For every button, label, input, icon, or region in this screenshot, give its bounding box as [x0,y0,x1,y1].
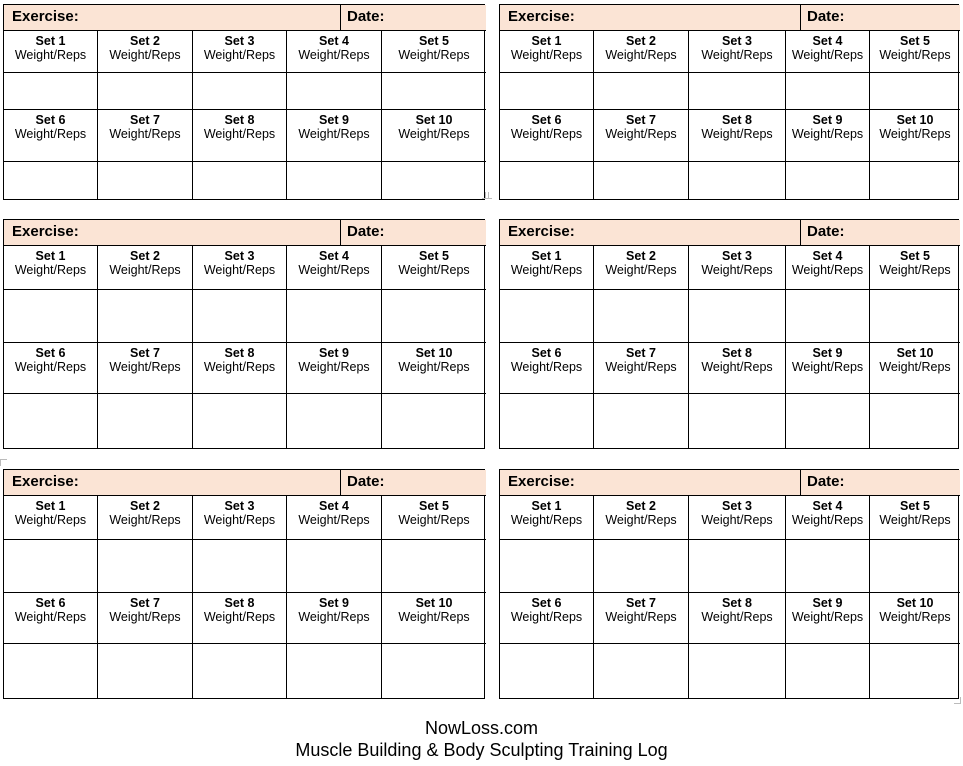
set-entry-cell[interactable] [786,73,870,110]
set-entry-cell[interactable] [193,540,287,593]
set-number: Set 4 [812,249,843,263]
set-number: Set 7 [626,113,656,127]
weight-reps-label: Weight/Reps [510,127,583,141]
set-number: Set 5 [900,499,930,513]
set-label-cell [500,496,594,540]
set-number: Set 4 [319,499,349,513]
footer-site: NowLoss.com [424,718,539,738]
weight-reps-label: Weight/Reps [879,263,951,277]
set-entry-cell[interactable] [594,290,689,343]
set-label-cell [287,593,382,644]
set-entry-cell[interactable] [287,394,382,448]
set-entry-cell[interactable] [786,644,870,698]
exercise-field[interactable]: Exercise: [4,470,341,495]
set-entry-cell[interactable] [287,290,382,343]
set-entry-cell[interactable] [4,290,98,343]
set-number: Set 3 [224,499,255,513]
weight-reps-label: Weight/Reps [398,127,470,141]
card-header [4,470,486,496]
set-label-cell [870,31,960,73]
weight-reps-label: Weight/Reps [109,610,181,624]
set-label-cell [786,593,870,644]
weight-reps-label: Weight/Reps [298,263,370,277]
set-number: Set 2 [626,34,656,48]
set-label-cell [786,110,870,162]
set-number: Set 7 [626,346,656,360]
set-entry-cell[interactable] [786,540,870,593]
date-field[interactable]: Date: [341,5,486,30]
set-number: Set 1 [35,34,66,48]
set-label-cell [4,246,98,290]
weight-reps-label: Weight/Reps [510,48,583,62]
set-number: Set 9 [812,113,843,127]
weight-reps-label: Weight/Reps [701,127,773,141]
set-entry-cell[interactable] [500,394,594,448]
weight-reps-label: Weight/Reps [605,513,677,527]
set-label-cell [689,343,786,394]
set-number: Set 10 [415,113,453,127]
set-entry-cell[interactable] [594,73,689,110]
set-label-cell [98,496,193,540]
set-entry-cell[interactable] [500,540,594,593]
set-number: Set 2 [130,499,160,513]
weight-reps-label: Weight/Reps [701,263,773,277]
set-label-cell [382,593,486,644]
weight-reps-label: Weight/Reps [109,263,181,277]
set-number: Set 10 [896,113,934,127]
weight-reps-label: Weight/Reps [605,263,677,277]
set-number: Set 4 [319,249,349,263]
set-number: Set 5 [900,249,930,263]
set-label-cell [689,593,786,644]
card-header [500,470,960,496]
set-number: Set 10 [415,346,453,360]
set-entry-cell[interactable] [98,644,193,698]
weight-reps-label: Weight/Reps [203,610,276,624]
weight-reps-label: Weight/Reps [791,48,864,62]
set-number: Set 2 [626,499,656,513]
set-label-cell [382,343,486,394]
weight-reps-label: Weight/Reps [109,127,181,141]
set-number: Set 5 [419,499,449,513]
set-label-cell [382,110,486,162]
weight-reps-label: Weight/Reps [701,48,773,62]
date-field[interactable]: Date: [801,470,960,495]
set-entry-cell[interactable] [382,540,486,593]
set-number: Set 4 [812,499,843,513]
set-number: Set 5 [419,34,449,48]
set-entry-cell[interactable] [870,290,960,343]
exercise-log-card [3,4,485,200]
set-label-cell [500,246,594,290]
set-entry-cell[interactable] [382,162,486,199]
set-label-cell [287,246,382,290]
set-entry-cell[interactable] [594,644,689,698]
set-entry-cell[interactable] [689,540,786,593]
weight-reps-label: Weight/Reps [510,360,583,374]
weight-reps-label: Weight/Reps [298,360,370,374]
weight-reps-label: Weight/Reps [14,360,87,374]
set-label-cell [594,31,689,73]
set-entry-cell[interactable] [193,644,287,698]
exercise-field[interactable]: Exercise: [500,470,801,495]
set-label-cell [870,343,960,394]
set-number: Set 8 [722,113,752,127]
set-number: Set 3 [224,249,255,263]
set-entry-cell[interactable] [193,73,287,110]
set-number: Set 9 [812,596,843,610]
set-label-cell [4,496,98,540]
set-entry-cell[interactable] [287,73,382,110]
weight-reps-label: Weight/Reps [14,127,87,141]
set-number: Set 2 [130,249,160,263]
set-entry-cell[interactable] [500,73,594,110]
set-label-cell [500,110,594,162]
set-label-cell [870,496,960,540]
card-header [4,5,486,31]
set-number: Set 8 [722,346,752,360]
set-entry-cell[interactable] [193,162,287,199]
weight-reps-label: Weight/Reps [203,263,276,277]
set-label-cell [594,496,689,540]
set-entry-cell[interactable] [870,540,960,593]
exercise-log-card [3,219,485,449]
set-number: Set 6 [531,596,562,610]
weight-reps-label: Weight/Reps [791,127,864,141]
set-number: Set 3 [722,249,752,263]
set-label-cell [4,593,98,644]
weight-reps-label: Weight/Reps [298,127,370,141]
weight-reps-label: Weight/Reps [14,610,87,624]
exercise-log-card [499,4,959,200]
set-label-cell [870,246,960,290]
set-number: Set 6 [35,346,66,360]
weight-reps-label: Weight/Reps [203,48,276,62]
set-label-cell [594,246,689,290]
corner-mark [954,697,961,704]
set-number: Set 5 [419,249,449,263]
set-label-cell [287,31,382,73]
set-entry-cell[interactable] [98,73,193,110]
set-label-cell [382,31,486,73]
weight-reps-label: Weight/Reps [605,610,677,624]
set-label-cell [870,593,960,644]
set-label-cell [500,593,594,644]
set-number: Set 7 [130,113,160,127]
set-entry-cell[interactable] [4,73,98,110]
set-label-cell [786,343,870,394]
set-label-cell [287,110,382,162]
set-entry-cell[interactable] [500,162,594,199]
set-entry-cell[interactable] [98,540,193,593]
weight-reps-label: Weight/Reps [14,513,87,527]
set-entry-cell[interactable] [287,162,382,199]
set-entry-cell[interactable] [870,644,960,698]
set-entry-cell[interactable] [98,290,193,343]
weight-reps-label: Weight/Reps [879,360,951,374]
set-label-cell [594,593,689,644]
set-label-cell [786,496,870,540]
set-number: Set 4 [812,34,843,48]
set-label-cell [4,110,98,162]
weight-reps-label: Weight/Reps [791,610,864,624]
weight-reps-label: Weight/Reps [398,513,470,527]
weight-reps-label: Weight/Reps [605,127,677,141]
set-entry-cell[interactable] [382,644,486,698]
card-header [4,220,486,246]
weight-reps-label: Weight/Reps [879,610,951,624]
set-entry-cell[interactable] [689,73,786,110]
weight-reps-label: Weight/Reps [791,263,864,277]
date-field[interactable]: Date: [341,470,486,495]
set-number: Set 8 [224,113,255,127]
weight-reps-label: Weight/Reps [879,48,951,62]
set-label-cell [193,110,287,162]
set-label-cell [870,110,960,162]
exercise-log-card [499,219,959,449]
set-label-cell [689,496,786,540]
set-entry-cell[interactable] [287,540,382,593]
set-entry-cell[interactable] [786,394,870,448]
set-number: Set 8 [224,596,255,610]
weight-reps-label: Weight/Reps [510,263,583,277]
weight-reps-label: Weight/Reps [879,513,951,527]
set-entry-cell[interactable] [594,162,689,199]
set-label-cell [500,343,594,394]
set-entry-cell[interactable] [689,644,786,698]
set-number: Set 10 [896,596,934,610]
exercise-field[interactable]: Exercise: [500,220,801,245]
set-number: Set 6 [531,346,562,360]
set-entry-cell[interactable] [500,290,594,343]
set-label-cell [594,343,689,394]
set-label-cell [689,31,786,73]
set-number: Set 2 [130,34,160,48]
set-number: Set 1 [531,499,562,513]
set-number: Set 10 [415,596,453,610]
card-header [500,220,960,246]
set-label-cell [689,246,786,290]
set-label-cell [193,343,287,394]
exercise-field[interactable]: Exercise: [4,220,341,245]
set-entry-cell[interactable] [870,73,960,110]
set-entry-cell[interactable] [4,644,98,698]
set-entry-cell[interactable] [689,394,786,448]
weight-reps-label: Weight/Reps [398,610,470,624]
weight-reps-label: Weight/Reps [298,48,370,62]
set-entry-cell[interactable] [689,162,786,199]
weight-reps-label: Weight/Reps [14,48,87,62]
set-label-cell [382,246,486,290]
corner-mark [0,459,7,466]
set-number: Set 2 [626,249,656,263]
set-number: Set 4 [319,34,349,48]
set-entry-cell[interactable] [689,290,786,343]
weight-reps-label: Weight/Reps [14,263,87,277]
weight-reps-label: Weight/Reps [791,360,864,374]
weight-reps-label: Weight/Reps [701,610,773,624]
set-label-cell [98,110,193,162]
set-entry-cell[interactable] [4,394,98,448]
card-header [500,5,960,31]
weight-reps-label: Weight/Reps [109,513,181,527]
date-field[interactable]: Date: [801,5,960,30]
weight-reps-label: Weight/Reps [398,263,470,277]
set-label-cell [786,31,870,73]
set-entry-cell[interactable] [287,644,382,698]
set-entry-cell[interactable] [786,290,870,343]
set-entry-cell[interactable] [870,394,960,448]
set-entry-cell[interactable] [382,73,486,110]
weight-reps-label: Weight/Reps [298,610,370,624]
weight-reps-label: Weight/Reps [791,513,864,527]
set-label-cell [98,246,193,290]
set-number: Set 9 [319,596,349,610]
exercise-field[interactable]: Exercise: [500,5,801,30]
set-label-cell [193,593,287,644]
set-label-cell [287,343,382,394]
set-entry-cell[interactable] [870,162,960,199]
exercise-log-card [499,469,959,699]
weight-reps-label: Weight/Reps [605,48,677,62]
weight-reps-label: Weight/Reps [109,360,181,374]
set-number: Set 9 [319,113,349,127]
set-label-cell [193,246,287,290]
footer-title: Muscle Building & Body Sculpting Training Log [295,740,668,760]
set-number: Set 1 [531,34,562,48]
weight-reps-label: Weight/Reps [398,48,470,62]
set-entry-cell[interactable] [786,162,870,199]
set-number: Set 1 [35,249,66,263]
set-entry-cell[interactable] [4,162,98,199]
set-label-cell [786,246,870,290]
set-number: Set 1 [35,499,66,513]
set-entry-cell[interactable] [98,394,193,448]
set-number: Set 7 [130,346,160,360]
weight-reps-label: Weight/Reps [605,360,677,374]
set-entry-cell[interactable] [193,290,287,343]
weight-reps-label: Weight/Reps [203,127,276,141]
date-field[interactable]: Date: [801,220,960,245]
set-number: Set 9 [319,346,349,360]
set-number: Set 3 [722,499,752,513]
set-entry-cell[interactable] [594,394,689,448]
set-entry-cell[interactable] [500,644,594,698]
set-entry-cell[interactable] [4,540,98,593]
set-entry-cell[interactable] [382,290,486,343]
corner-mark [485,192,492,199]
set-number: Set 9 [812,346,843,360]
date-field[interactable]: Date: [341,220,486,245]
set-label-cell [193,31,287,73]
set-label-cell [98,31,193,73]
set-number: Set 7 [626,596,656,610]
weight-reps-label: Weight/Reps [203,360,276,374]
set-number: Set 6 [35,113,66,127]
set-entry-cell[interactable] [193,394,287,448]
set-number: Set 6 [35,596,66,610]
exercise-field[interactable]: Exercise: [4,5,341,30]
set-number: Set 10 [896,346,934,360]
set-entry-cell[interactable] [594,540,689,593]
set-label-cell [4,343,98,394]
set-label-cell [382,496,486,540]
weight-reps-label: Weight/Reps [109,48,181,62]
set-number: Set 8 [722,596,752,610]
set-label-cell [594,110,689,162]
set-number: Set 7 [130,596,160,610]
set-entry-cell[interactable] [98,162,193,199]
weight-reps-label: Weight/Reps [510,513,583,527]
set-number: Set 8 [224,346,255,360]
set-label-cell [4,31,98,73]
weight-reps-label: Weight/Reps [510,610,583,624]
set-number: Set 3 [224,34,255,48]
set-label-cell [500,31,594,73]
set-number: Set 5 [900,34,930,48]
set-number: Set 1 [531,249,562,263]
set-label-cell [98,343,193,394]
weight-reps-label: Weight/Reps [298,513,370,527]
set-label-cell [287,496,382,540]
weight-reps-label: Weight/Reps [879,127,951,141]
weight-reps-label: Weight/Reps [203,513,276,527]
set-label-cell [689,110,786,162]
set-entry-cell[interactable] [382,394,486,448]
exercise-log-card [3,469,485,699]
weight-reps-label: Weight/Reps [701,513,773,527]
set-label-cell [193,496,287,540]
weight-reps-label: Weight/Reps [701,360,773,374]
set-number: Set 6 [531,113,562,127]
weight-reps-label: Weight/Reps [398,360,470,374]
set-label-cell [98,593,193,644]
set-number: Set 3 [722,34,752,48]
